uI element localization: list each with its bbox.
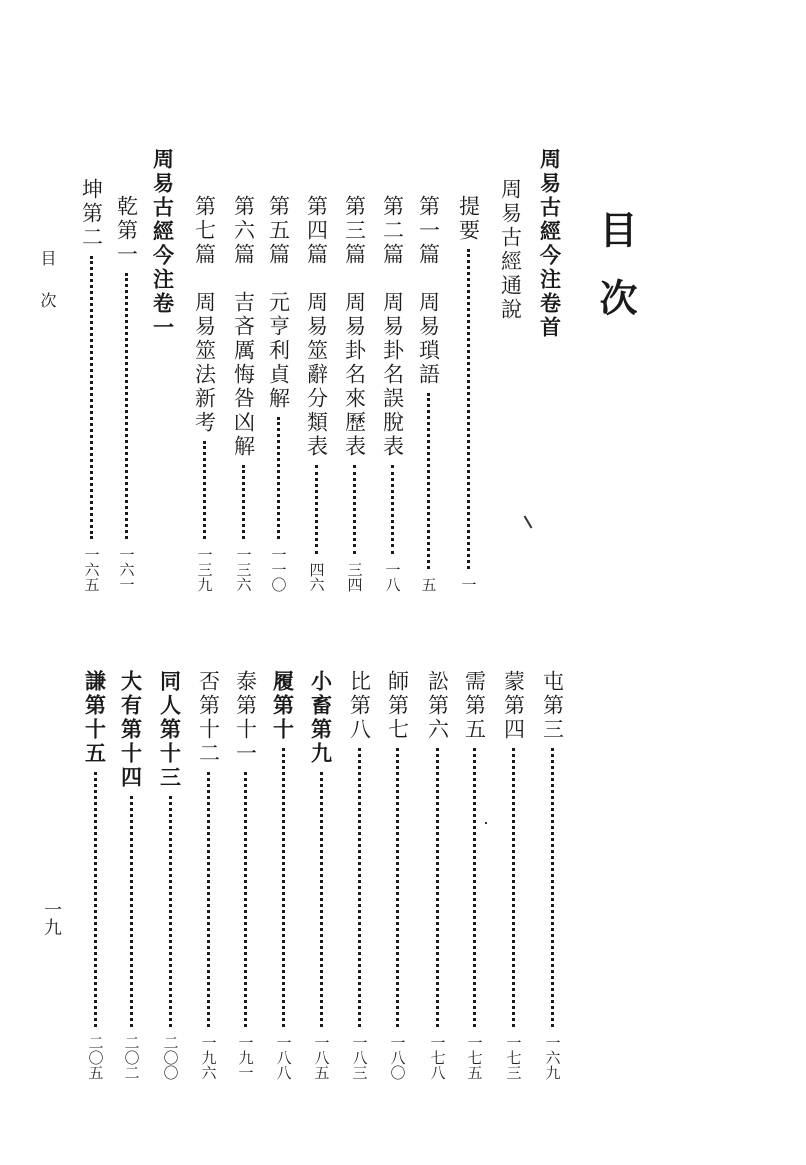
dot-leader	[130, 796, 133, 1027]
dot-leader	[436, 748, 439, 1027]
dot-leader	[207, 772, 210, 1027]
toc-entry-page: 一七八	[428, 1035, 447, 1080]
dot-leader	[391, 465, 394, 554]
toc-entry-page: 一八五	[312, 1035, 331, 1080]
toc-entry-page: 一七三	[504, 1035, 523, 1080]
toc-entry	[111, 195, 141, 592]
toc-entry-title: 小畜第九	[308, 670, 334, 766]
dot-leader	[512, 748, 515, 1027]
dot-leader	[551, 748, 554, 1027]
toc-entry-title: 同人第十三	[157, 670, 183, 790]
toc-entry-page: 一六一	[117, 547, 136, 592]
toc-entry-title: 泰第十一	[233, 670, 258, 766]
toc-entry-title: 提要	[456, 195, 481, 243]
toc-entry-page: 一七五	[465, 1035, 484, 1080]
toc-entry-title: 屯第三	[540, 670, 565, 742]
toc-entry-page: 四六	[307, 562, 326, 592]
toc-entry-title: 否第十二	[196, 670, 221, 766]
ink-speck	[485, 822, 487, 824]
dot-leader	[427, 393, 430, 569]
dot-leader	[396, 748, 399, 1027]
toc-entry-page: 一九一	[236, 1035, 255, 1080]
dot-leader	[242, 465, 245, 539]
toc-entry-title: 大有第十四	[118, 670, 144, 790]
toc-entry	[228, 195, 258, 592]
dot-leader	[244, 772, 247, 1027]
toc-entry	[495, 178, 525, 378]
toc-entry	[80, 670, 110, 1080]
toc-entry	[189, 195, 219, 592]
toc-entry-page: 一九六	[199, 1035, 218, 1080]
dot-leader	[320, 772, 323, 1027]
toc-entry-title: 蒙第四	[501, 670, 526, 742]
toc-entry-page: 一八	[383, 562, 402, 592]
toc-entry	[377, 195, 407, 592]
toc-entry-title: 第五篇 元亨利貞解	[266, 195, 291, 411]
toc-entry-title: 第一篇 周易瑣語	[416, 195, 441, 387]
dot-leader	[282, 748, 285, 1027]
toc-entry-page: 二〇二	[122, 1035, 141, 1080]
toc-entry	[193, 670, 223, 1080]
toc-entry	[413, 195, 443, 592]
toc-entry-page: 二〇〇	[161, 1035, 180, 1080]
dot-leader	[473, 748, 476, 1027]
toc-entry	[301, 195, 331, 592]
toc-entry	[422, 670, 452, 1080]
toc-entry-title: 第七篇 周易筮法新考	[192, 195, 217, 435]
toc-entry-title: 第六篇 吉吝厲悔咎凶解	[231, 195, 256, 459]
toc-entry-title: 履第十	[270, 670, 296, 742]
toc-entry-page: 一三九	[195, 547, 214, 592]
toc-entry-title: 周易古經今注卷一	[150, 148, 176, 340]
toc-entry-title: 周易古經通說	[498, 178, 523, 322]
page-number: 一九	[41, 900, 62, 936]
toc-entry	[498, 670, 528, 1080]
dot-leader	[358, 748, 361, 1027]
toc-entry-page: 一一〇	[269, 547, 288, 592]
dot-leader	[169, 796, 172, 1027]
toc-title: 目次	[593, 210, 638, 346]
toc-entry-page: 一八三	[350, 1035, 369, 1080]
toc-entry	[459, 670, 489, 1080]
dot-leader	[467, 249, 470, 569]
dot-leader	[277, 417, 280, 539]
toc-entry-title: 比第八	[347, 670, 372, 742]
toc-entry-page: 二〇五	[86, 1035, 105, 1080]
toc-entry	[148, 148, 178, 348]
dot-leader	[94, 772, 97, 1027]
toc-entry-page: 一六九	[543, 1035, 562, 1080]
toc-entry	[537, 670, 567, 1080]
toc-entry-page: 一八〇	[388, 1035, 407, 1080]
toc-entry-title: 需第五	[462, 670, 487, 742]
dot-leader	[353, 465, 356, 554]
dot-leader	[125, 273, 128, 539]
toc-entry	[268, 670, 298, 1080]
toc-entry-page: 一六五	[82, 547, 101, 592]
dot-leader	[90, 256, 93, 539]
toc-entry-title: 謙第十五	[82, 670, 108, 766]
dot-leader	[203, 441, 206, 539]
toc-entry-page: 一八八	[274, 1035, 293, 1080]
toc-entry	[453, 195, 483, 592]
toc-entry	[344, 670, 374, 1080]
toc-entry-page: 一	[459, 577, 478, 592]
toc-entry	[306, 670, 336, 1080]
toc-entry-title: 周易古經今注卷首	[537, 148, 563, 340]
toc-entry	[155, 670, 185, 1080]
toc-entry	[382, 670, 412, 1080]
toc-entry	[76, 178, 106, 592]
running-head: 目次	[38, 250, 57, 334]
ink-speck	[524, 515, 533, 528]
toc-entry	[116, 670, 146, 1080]
toc-entry-title: 第三篇 周易卦名來歷表	[342, 195, 367, 459]
toc-entry	[263, 195, 293, 592]
toc-entry-page: 五	[419, 577, 438, 592]
toc-entry	[230, 670, 260, 1080]
toc-entry	[535, 148, 565, 348]
toc-entry-title: 第四篇 周易筮辭分類表	[304, 195, 329, 459]
toc-entry-title: 師第七	[385, 670, 410, 742]
dot-leader	[315, 465, 318, 554]
toc-entry-title: 第二篇 周易卦名誤脫表	[380, 195, 405, 459]
toc-entry	[339, 195, 369, 592]
toc-entry-title: 乾第一	[114, 195, 139, 267]
toc-entry-page: 一三六	[234, 547, 253, 592]
toc-entry-title: 坤第二	[79, 178, 104, 250]
toc-entry-page: 三四	[345, 562, 364, 592]
toc-entry-title: 訟第六	[425, 670, 450, 742]
